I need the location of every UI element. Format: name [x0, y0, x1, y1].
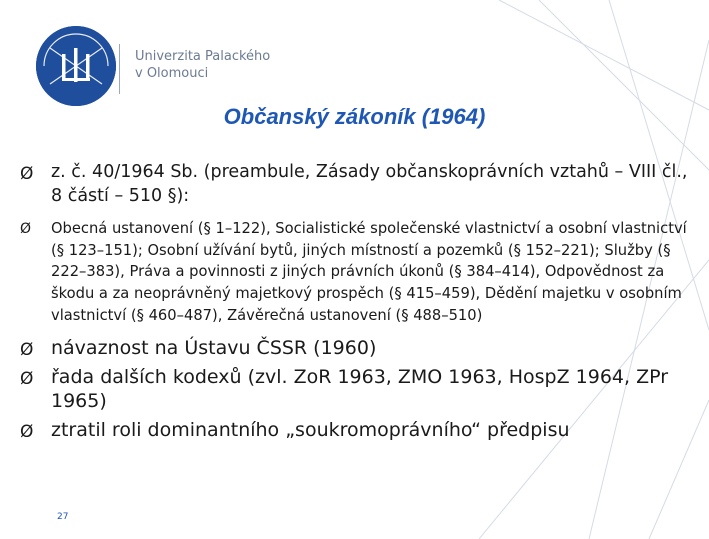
bullet-arrow-icon: Ø	[20, 369, 34, 390]
bullet-item	[20, 366, 700, 413]
bullet-arrow-icon: Ø	[20, 422, 34, 443]
university-name-line2: v Olomouci	[135, 66, 209, 81]
bullet-arrow-icon: Ø	[20, 164, 34, 184]
university-name-line1: Univerzita Palackého	[135, 49, 271, 64]
upol-logo-icon	[36, 26, 116, 106]
page-number: 27	[57, 512, 69, 522]
bullet-list	[20, 160, 700, 449]
bullet-arrow-icon: Ø	[20, 339, 34, 360]
bullet-arrow-icon: Ø	[20, 221, 32, 237]
bullet-item	[20, 160, 700, 208]
bullet-text: z. č. 40/1964 Sb. (preambule, Zásady občanskoprávních vztahů – VIII čl., 8 částí – 510 §):	[51, 162, 688, 206]
university-name	[135, 48, 270, 82]
bullet-item	[20, 218, 700, 327]
bullet-item	[20, 419, 700, 443]
bullet-text: návaznost na Ústavu ČSSR (1960)	[51, 336, 377, 359]
bullet-item	[20, 337, 700, 361]
bullet-text: Obecná ustanovení (§ 1–122), Socialistické společenské vlastnictví a osobní vlastnictví (§ 123–151); Osobní užívání bytů, jiných místností a pozemků (§ 152–221); Služby (§ 222–383), Práva a povinnosti z jiných právních úkonů (§ 384–414), Odpovědnost za škodu a za neoprávněný majetkový prospěch (§ 415–459), Dědění majetku v osobním vlastnictví (§ 460–487), Závěrečná ustanovení (§ 488–510)	[51, 220, 687, 324]
slide-title: Občanský zákoník (1964)	[223, 104, 486, 129]
bullet-text: ztratil roli dominantního „soukromoprávního“ předpisu	[51, 419, 570, 442]
bullet-text: řada dalších kodexů (zvl. ZoR 1963, ZMO 1963, HospZ 1964, ZPr 1965)	[51, 366, 669, 412]
logo-divider	[119, 44, 120, 94]
